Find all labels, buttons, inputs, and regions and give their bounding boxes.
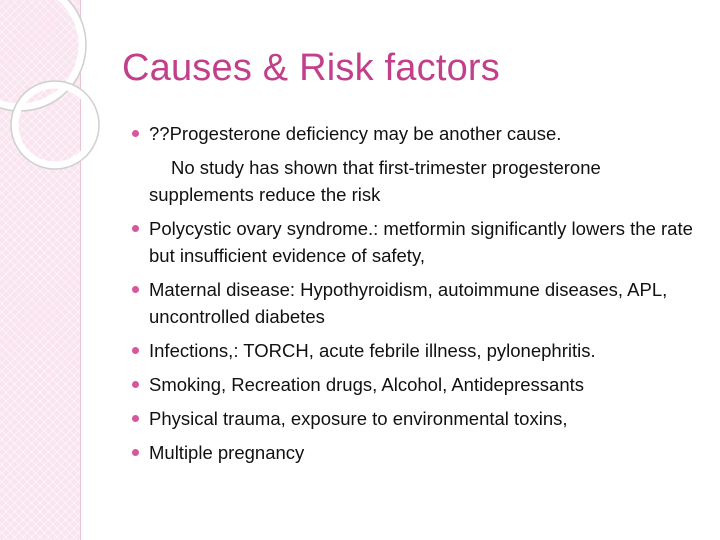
slide-title: Causes & Risk factors [122,47,500,89]
bullet-marker [132,347,139,354]
bullet-text: No study has shown that first-trimester progesterone supplements reduce the risk [149,157,601,205]
bullet-marker [132,130,139,137]
bullet-text: Multiple pregnancy [149,442,305,463]
bullet-marker [132,286,139,293]
bullet-marker [132,415,139,422]
bullet-list [132,120,702,473]
bullet-continuation [132,154,702,208]
bullet-item [132,120,702,147]
bullet-text: ??Progesterone deficiency may be another cause. [149,123,562,144]
decorative-circles [0,0,150,220]
bullet-text: Physical trauma, exposure to environmental toxins, [149,408,568,429]
bullet-item [132,215,702,269]
bullet-marker [132,225,139,232]
bullet-text: Infections,: TORCH, acute febrile illness, pylonephritis. [149,340,596,361]
bullet-item [132,439,702,466]
bullet-item [132,371,702,398]
bullet-marker [132,449,139,456]
bullet-marker [132,381,139,388]
bullet-item [132,337,702,364]
bullet-item [132,405,702,432]
bullet-text: Polycystic ovary syndrome.: metformin significantly lowers the rate but insufficient evidence of safety, [149,218,693,266]
bullet-text: Smoking, Recreation drugs, Alcohol, Antidepressants [149,374,584,395]
bullet-item [132,276,702,330]
bullet-text: Maternal disease: Hypothyroidism, autoimmune diseases, APL, uncontrolled diabetes [149,279,668,327]
